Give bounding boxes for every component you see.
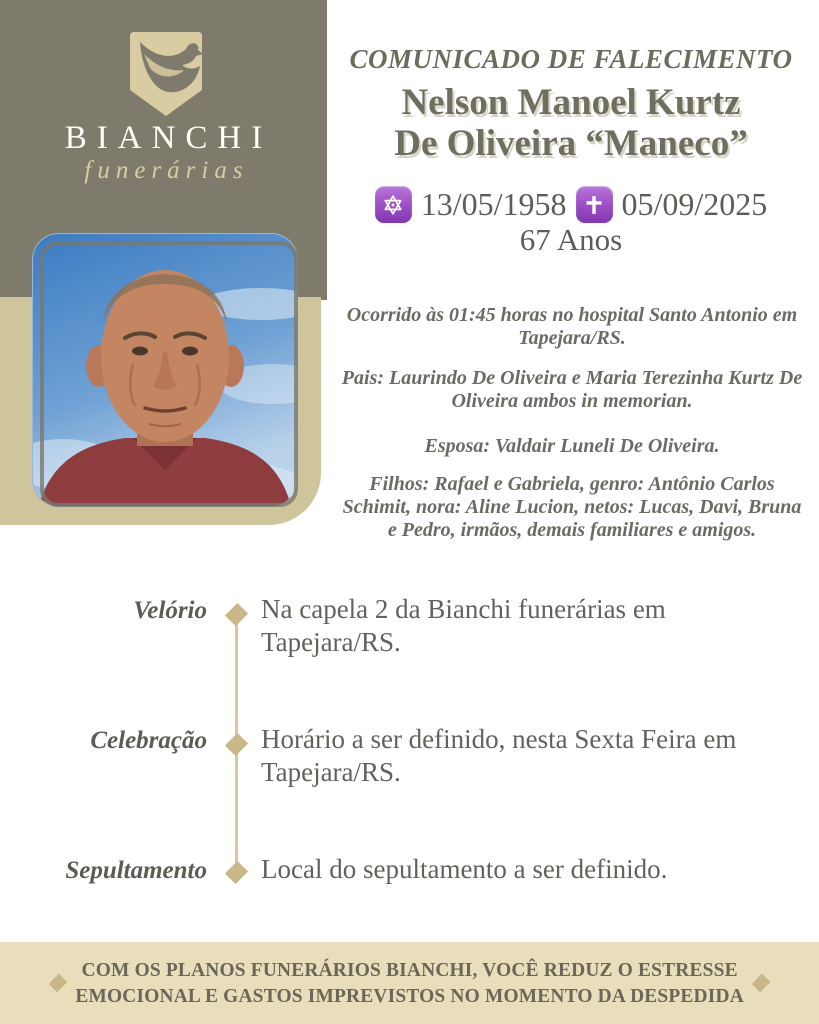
footer-line2: EMOCIONAL E GASTOS IMPREVISTOS NO MOMENTO DA DESPEDIDA (75, 985, 744, 1007)
announcement-kicker: COMUNICADO DE FALECIMENTO (349, 44, 793, 74)
detail-occurrence: Ocorrido às 01:45 horas no hospital Santo Antonio em Tapejara/RS. (346, 304, 798, 349)
diamond-icon (225, 733, 248, 756)
schedule-label: Celebração (90, 727, 207, 754)
diamond-icon (752, 974, 771, 993)
footer-banner (0, 942, 819, 1024)
diamond-icon (225, 861, 248, 884)
footer-text (75, 957, 744, 1009)
latin-cross-icon (576, 186, 613, 223)
portrait-photo (33, 234, 297, 506)
diamond-icon (225, 603, 248, 626)
portrait-illustration (33, 234, 297, 506)
footer-line1: COM OS PLANOS FUNERÁRIOS BIANCHI, VOCÊ REDUZ O ESTRESSE (81, 959, 738, 981)
age-text: 67 Anos (519, 222, 623, 257)
star-of-david-icon (375, 186, 412, 223)
birth-date: 13/05/1958 (420, 186, 567, 222)
detail-family: Filhos: Rafael e Gabriela, genro: Antônio Carlos Schimit, nora: Aline Lucion, netos: Lucas, Davi, Bruna e Pedro, irmãos, demais familiares e amigos. (342, 473, 802, 541)
schedule-text: Local do sepultamento a ser definido. (261, 854, 668, 884)
life-dates (330, 186, 812, 223)
schedule-text: Na capela 2 da Bianchi funerárias em Tapejara/RS. (261, 594, 666, 657)
deceased-name-line2: De Oliveira “Maneco” (394, 123, 748, 164)
schedule-text: Horário a ser definido, nesta Sexta Feira em Tapejara/RS. (261, 724, 737, 787)
schedule-label: Velório (133, 597, 207, 624)
schedule-label: Sepultamento (65, 857, 207, 884)
diamond-icon (49, 974, 68, 993)
brand-name: BIANCHI (64, 120, 273, 156)
dove-shield-icon (130, 32, 202, 116)
detail-parents: Pais: Laurindo De Oliveira e Maria Terezinha Kurtz De Oliveira ambos in memorian. (341, 367, 803, 412)
death-date: 05/09/2025 (621, 186, 768, 222)
detail-spouse: Esposa: Valdair Luneli De Oliveira. (424, 435, 720, 457)
deceased-name-line1: Nelson Manoel Kurtz (401, 82, 741, 123)
brand-tagline: funerárias (84, 157, 249, 184)
deceased-name (330, 82, 812, 164)
